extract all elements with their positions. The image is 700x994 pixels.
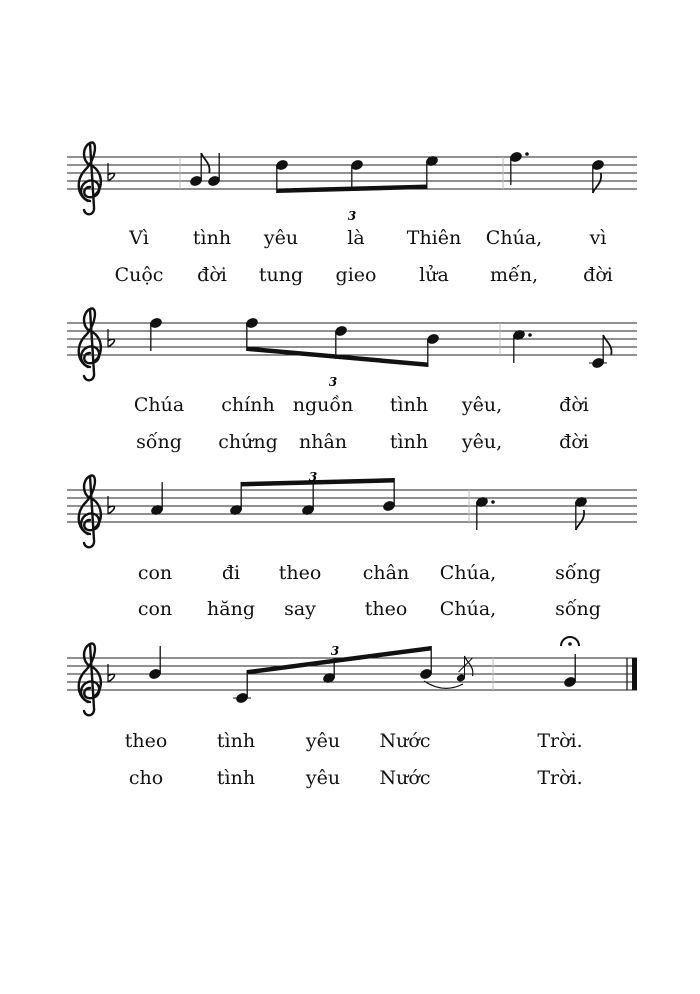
lyric-syllable: tình [216,767,256,789]
tuplet-number: 3 [330,644,340,658]
lyric-syllable: Trời. [537,767,583,789]
lyric-syllable: tình [389,394,429,416]
flat-icon [108,339,114,347]
lyric-syllable: vì [589,227,607,249]
augmentation-dot [491,500,495,504]
lyric-syllable: yêu [305,730,341,752]
lyric-syllable: chứng [218,431,278,453]
lyric-syllable: đời [197,264,227,286]
tuplet-number: 3 [347,209,357,223]
staff-system [67,142,637,223]
lyric-syllable: đời [559,394,589,416]
staff-system [67,470,637,547]
lyric-syllable: lửa [419,264,449,286]
beam [247,347,428,368]
lyric-syllable: Vì [129,227,149,249]
lyric-syllable: tung [258,264,304,286]
lyric-syllable: đời [559,431,589,453]
beam [241,478,394,487]
lyric-syllable: là [347,227,365,249]
note-flag [201,153,209,173]
lyric-syllable: đời [583,264,613,286]
lyric-syllable: theo [364,598,408,620]
lyric-syllable: Trời. [537,730,583,752]
flat-icon [108,674,114,682]
treble-clef-icon [79,475,101,547]
lyric-syllable: con [137,598,173,620]
staff-system [67,308,637,389]
lyric-syllable: nguồn [292,394,354,416]
lyric-syllable: hăng [207,598,255,620]
lyric-syllable: Chúa [133,394,185,416]
lyric-syllable: tình [389,431,429,453]
augmentation-dot [528,333,532,337]
treble-clef-icon [79,308,101,380]
treble-clef-icon [79,643,101,715]
lyric-syllable: chính [221,394,275,416]
lyric-syllable: gieo [335,264,377,286]
lyric-syllable: con [137,562,173,584]
lyric-syllable: đi [221,562,241,584]
lyric-syllable: chân [362,562,410,584]
lyric-syllable: sống [136,431,182,453]
final-bar-line [632,658,637,690]
staff-system [67,637,637,715]
note-flag [593,173,601,193]
lyric-syllable: Nước [379,730,431,752]
lyric-syllable: Chúa, [439,562,497,584]
lyric-syllable: sống [555,598,601,620]
tuplet-number: 3 [328,375,338,389]
lyric-syllable: theo [278,562,322,584]
lyric-syllable: yêu, [461,394,503,416]
lyric-syllable: mến, [490,264,538,286]
lyric-syllable: theo [124,730,168,752]
lyric-syllable: Thiên [406,227,462,249]
tuplet-number: 3 [308,470,318,484]
fermata-icon [568,642,572,646]
augmentation-dot [525,152,529,156]
flat-icon [108,506,114,514]
lyric-syllable: say [284,598,316,620]
treble-clef-icon [79,142,101,214]
lyric-syllable: nhân [298,431,348,453]
lyric-syllable: Cuộc [114,264,164,286]
note-flag [576,510,584,530]
lyric-syllable: Chúa, [439,598,497,620]
lyric-syllable: Chúa, [485,227,543,249]
flat-icon [108,173,114,181]
lyric-syllable: yêu, [461,431,503,453]
lyric-syllable: Nước [379,767,431,789]
lyric-syllable: sống [555,562,601,584]
lyric-syllable: yêu [263,227,299,249]
lyric-syllable: yêu [305,767,341,789]
lyric-syllable: tình [192,227,232,249]
note-flag [603,335,611,355]
lyric-syllable: tình [216,730,256,752]
lyric-syllable: cho [128,767,164,789]
